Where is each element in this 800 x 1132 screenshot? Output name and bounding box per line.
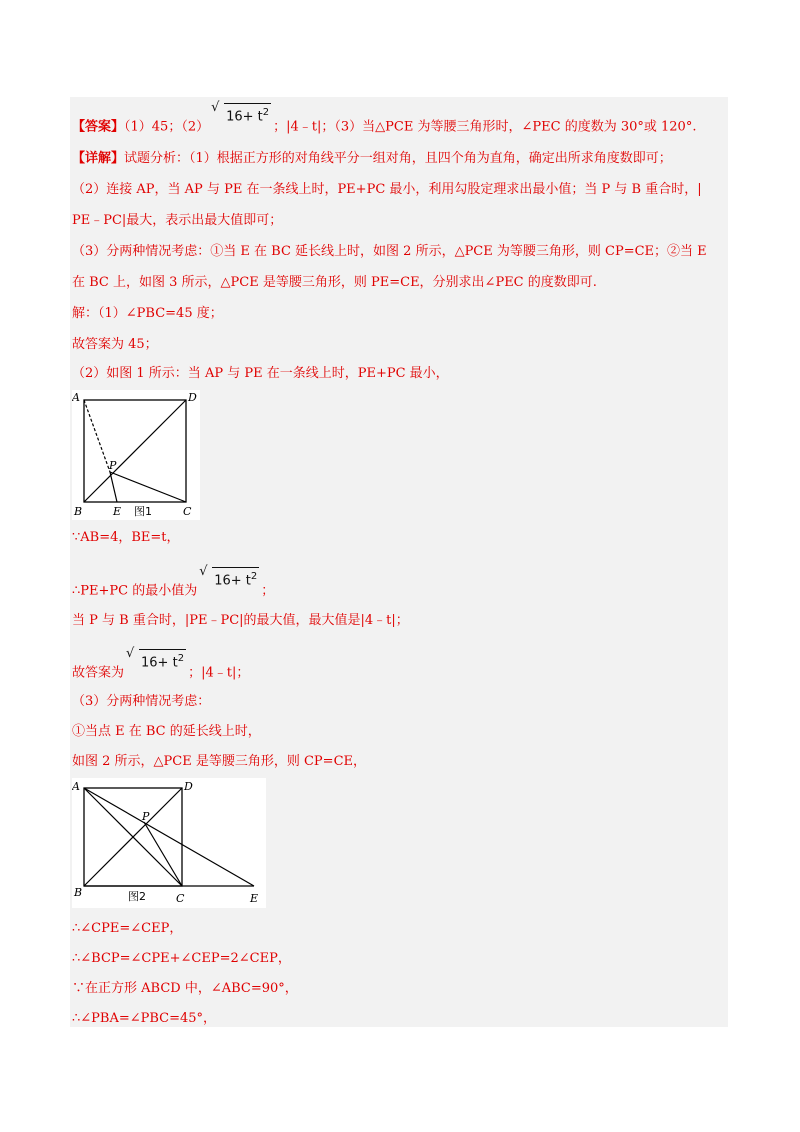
label-a: A — [72, 780, 80, 793]
caption-fig2: 图2 — [128, 890, 146, 903]
label-d: D — [188, 391, 197, 404]
solution-line-3: （2）如图 1 所示：当 AP 与 PE 在一条线上时，PE+PC 最小， — [72, 366, 449, 381]
answer-part2: ；|4﹣t|；（3）当△PCE 为等腰三角形时，∠PEC 的度数为 30°或 120°. — [273, 119, 697, 135]
solution-line-10: 如图 2 所示，△PCE 是等腰三角形，则 CP=CE， — [72, 754, 367, 769]
label-e: E — [250, 892, 259, 905]
segment-ae — [84, 788, 254, 886]
detail-tag: 【详解】 — [72, 151, 125, 166]
label-a: A — [72, 391, 80, 404]
solution-line-12: ∴∠BCP=∠CPE+∠CEP=2∠CEP， — [72, 951, 291, 966]
label-b: B — [74, 505, 83, 518]
solution-line-5: ∴PE+PC 的最小值为 √ $16+ t^2$； — [72, 564, 275, 599]
label-d: D — [184, 780, 193, 793]
solution-line-11: ∴∠CPE=∠CEP， — [72, 921, 183, 936]
caption-fig1: 图1 — [134, 505, 152, 518]
label-p: P — [142, 810, 150, 823]
label-c: C — [183, 505, 192, 518]
dashed-ap — [84, 400, 110, 472]
solution-line-13: ∵在正方形 ABCD 中，∠ABC=90°， — [72, 981, 298, 996]
answer-line — [72, 100, 697, 136]
detail-line-2: （2）连接 AP，当 AP 与 PE 在一条线上时，PE+PC 最小，利用勾股定理求出最小值；当 P 与 B 重合时，| — [72, 182, 702, 197]
diagonal-bd — [84, 400, 186, 502]
solution-line-6: 当 P 与 B 重合时，|PE﹣PC|的最大值，最大值是|4﹣t|； — [72, 613, 409, 628]
solution-line-9: ①当点 E 在 BC 的延长线上时， — [72, 724, 261, 739]
figure-1 — [72, 390, 200, 520]
segment-pe — [110, 472, 117, 502]
detail-line-4: （3）分两种情况考虑：①当 E 在 BC 延长线上时，如图 2 所示，△PCE 为等腰三角形，则 CP=CE；②当 E — [72, 244, 707, 259]
solution-line-7: 故答案为 √ $16+ t^2$；|4﹣t|； — [72, 646, 250, 681]
label-b: B — [74, 886, 83, 899]
answer-part1: （1）45；（2） — [124, 119, 210, 135]
sqrt-expression: √ $16+ t^2$ — [211, 100, 270, 125]
detail-line-1: 【详解】试题分析：（1）根据正方形的对角线平分一组对角，且四个角为直角，确定出所求角度数即可； — [72, 151, 672, 166]
label-e: E — [113, 505, 122, 518]
solution-line-14: ∴∠PBA=∠PBC=45°， — [72, 1011, 217, 1026]
answer-tag: 【答案】 — [72, 119, 125, 135]
solution-line-1: 解：（1）∠PBC=45 度； — [72, 306, 223, 321]
solution-line-4: ∵AB=4，BE=t， — [72, 530, 180, 545]
segment-pc — [110, 472, 186, 502]
label-c: C — [176, 892, 185, 905]
detail-line-5: 在 BC 上，如图 3 所示，△PCE 是等腰三角形，则 PE=CE，分别求出∠PEC 的度数即可. — [72, 275, 597, 290]
solution-line-8: （3）分两种情况考虑： — [72, 694, 211, 709]
label-p: P — [109, 459, 117, 472]
sqrt-expression: √ $16+ t^2$ — [126, 646, 185, 671]
sqrt-expression: √ $16+ t^2$ — [199, 564, 258, 589]
solution-line-2: 故答案为 45； — [72, 337, 158, 352]
detail-line-3: PE﹣PC|最大，表示出最大值即可； — [72, 213, 283, 228]
figure-2 — [72, 778, 266, 908]
